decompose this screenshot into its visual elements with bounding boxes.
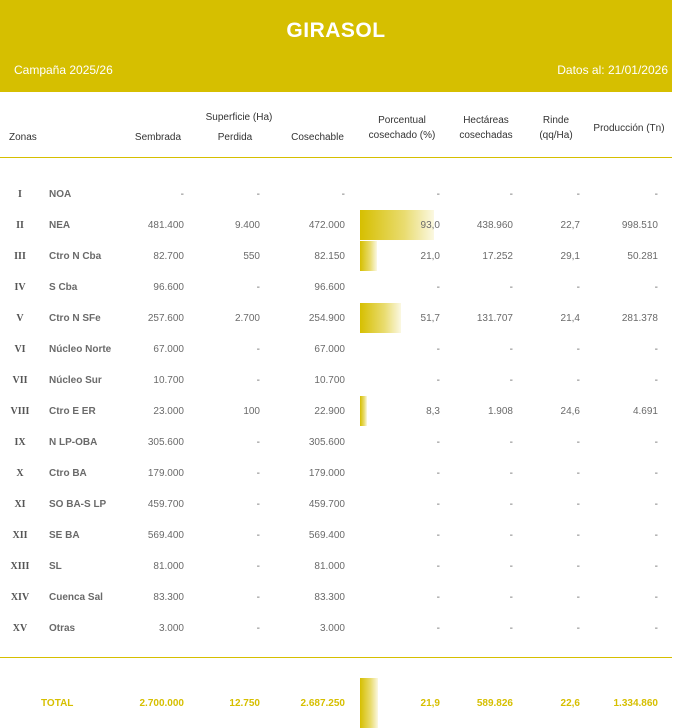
perdida-value: 9.400 (234, 220, 260, 231)
perdida-value: - (256, 530, 260, 541)
porcentual-value: - (436, 468, 440, 479)
total-produccion: 1.334.860 (613, 698, 658, 709)
campaign-label: Campaña 2025/26 (14, 63, 113, 77)
perdida-value: - (256, 561, 260, 572)
zone-name: Ctro E ER (49, 406, 96, 417)
produccion-value: - (654, 189, 658, 200)
porcentual-value: - (436, 189, 440, 200)
sembrada-value: 3.000 (158, 623, 184, 634)
col-rinde-line1: Rinde (542, 115, 570, 126)
zone-name: N LP-OBA (49, 437, 98, 448)
col-rinde (532, 113, 580, 143)
total-porcentual: 21,9 (420, 698, 440, 709)
cosechable-value: 3.000 (319, 623, 345, 634)
perdida-value: - (256, 282, 260, 293)
table-row (0, 334, 672, 365)
cosechable-value: 67.000 (314, 344, 345, 355)
porcentual-value: - (436, 530, 440, 541)
perdida-value: 2.700 (234, 313, 260, 324)
rinde-value: 22,7 (560, 220, 580, 231)
header-banner (0, 0, 672, 92)
hectareas-value: - (509, 623, 513, 634)
rinde-value: - (576, 623, 580, 634)
produccion-value: - (654, 530, 658, 541)
sembrada-value: 305.600 (147, 437, 184, 448)
zone-name: Otras (49, 623, 76, 634)
rinde-value: - (576, 561, 580, 572)
porcentual-value: - (436, 592, 440, 603)
hectareas-value: - (509, 282, 513, 293)
produccion-value: - (654, 375, 658, 386)
perdida-value: - (256, 499, 260, 510)
hectareas-value: - (509, 499, 513, 510)
cosechable-value: 472.000 (308, 220, 345, 231)
col-zonas: Zonas (9, 132, 37, 143)
sembrada-value: 23.000 (153, 406, 184, 417)
hectareas-value: 438.960 (476, 220, 513, 231)
col-superficie: Superficie (Ha) (205, 112, 273, 123)
sembrada-value: 459.700 (147, 499, 184, 510)
produccion-value: - (654, 561, 658, 572)
percent-harvested-bar (360, 241, 377, 271)
row-number: VI (14, 344, 26, 355)
perdida-value: - (256, 592, 260, 603)
cosechable-value: - (341, 189, 345, 200)
sembrada-value: 82.700 (153, 251, 184, 262)
porcentual-value: - (436, 499, 440, 510)
produccion-value: 998.510 (621, 220, 658, 231)
hectareas-value: 17.252 (482, 251, 513, 262)
sembrada-value: 569.400 (147, 530, 184, 541)
cosechable-value: 305.600 (308, 437, 345, 448)
total-rinde: 22,6 (560, 698, 580, 709)
sembrada-value: 67.000 (153, 344, 184, 355)
percent-harvested-bar (360, 396, 367, 426)
porcentual-value: - (436, 437, 440, 448)
zone-name: Núcleo Sur (49, 375, 102, 386)
cosechable-value: 82.150 (314, 251, 345, 262)
porcentual-value: - (436, 375, 440, 386)
row-number: VIII (10, 406, 30, 417)
produccion-value: 281.378 (621, 313, 658, 324)
zone-name: S Cba (49, 282, 78, 293)
table-row (0, 396, 672, 427)
zone-name: Ctro BA (49, 468, 87, 479)
zone-name: NOA (49, 189, 72, 200)
zone-name: Núcleo Norte (49, 344, 112, 355)
hectareas-value: - (509, 592, 513, 603)
hectareas-value: - (509, 530, 513, 541)
porcentual-value: 8,3 (426, 406, 440, 417)
perdida-value: - (256, 437, 260, 448)
rinde-value: - (576, 530, 580, 541)
produccion-value: - (654, 282, 658, 293)
rinde-value: - (576, 499, 580, 510)
zone-name: SE BA (49, 530, 80, 541)
porcentual-value: - (436, 623, 440, 634)
zone-name: SO BA-S LP (49, 499, 107, 510)
sembrada-value: 10.700 (153, 375, 184, 386)
zone-name: SL (49, 561, 62, 572)
col-cosechable: Cosechable (291, 132, 344, 143)
porcentual-value: - (436, 282, 440, 293)
table-row (0, 458, 672, 489)
porcentual-value: 93,0 (420, 220, 440, 231)
hectareas-value: - (509, 375, 513, 386)
header-divider (0, 157, 672, 158)
zone-name: NEA (49, 220, 71, 231)
zone-name: Ctro N Cba (49, 251, 102, 262)
data-date-label: Datos al: 21/01/2026 (557, 63, 668, 77)
cosechable-value: 179.000 (308, 468, 345, 479)
cosechable-value: 10.700 (314, 375, 345, 386)
zone-name: Cuenca Sal (49, 592, 103, 603)
sembrada-value: 81.000 (153, 561, 184, 572)
table-row (0, 365, 672, 396)
perdida-value: - (256, 623, 260, 634)
col-porcentual-line1: Porcentual (378, 115, 426, 126)
total-percent-bar (360, 678, 378, 728)
hectareas-value: - (509, 468, 513, 479)
rinde-value: - (576, 592, 580, 603)
hectareas-value: - (509, 344, 513, 355)
rinde-value: 21,4 (560, 313, 580, 324)
table-row (0, 489, 672, 520)
porcentual-value: - (436, 344, 440, 355)
table-row (0, 427, 672, 458)
rinde-value: 24,6 (560, 406, 580, 417)
hectareas-value: - (509, 437, 513, 448)
col-porcentual (362, 113, 442, 143)
total-row (0, 678, 672, 728)
porcentual-value: - (436, 561, 440, 572)
produccion-value: 4.691 (632, 406, 658, 417)
row-number: XI (14, 499, 26, 510)
rinde-value: 29,1 (560, 251, 580, 262)
row-number: XV (12, 623, 28, 634)
rinde-value: - (576, 437, 580, 448)
cosechable-value: 83.300 (314, 592, 345, 603)
sembrada-value: 96.600 (153, 282, 184, 293)
total-label: TOTAL (41, 698, 74, 709)
page-title: GIRASOL (286, 19, 386, 42)
produccion-value: - (654, 623, 658, 634)
cosechable-value: 459.700 (308, 499, 345, 510)
row-number: XIV (10, 592, 30, 603)
cosechable-value: 96.600 (314, 282, 345, 293)
rinde-value: - (576, 189, 580, 200)
hectareas-value: 1.908 (487, 406, 513, 417)
col-porcentual-line2: cosechado (%) (368, 130, 436, 141)
col-hectareas (450, 113, 522, 143)
porcentual-value: 51,7 (420, 313, 440, 324)
perdida-value: - (256, 344, 260, 355)
table-row (0, 210, 672, 241)
table-row (0, 303, 672, 334)
row-number: IV (14, 282, 26, 293)
total-hectareas: 589.826 (476, 698, 513, 709)
sembrada-value: 481.400 (147, 220, 184, 231)
total-perdida: 12.750 (229, 698, 260, 709)
perdida-value: 550 (243, 251, 260, 262)
col-hectareas-line1: Hectáreas (463, 115, 509, 126)
sembrada-value: 257.600 (147, 313, 184, 324)
hectareas-value: - (509, 561, 513, 572)
row-number: I (18, 189, 22, 200)
produccion-value: - (654, 592, 658, 603)
row-number: IX (14, 437, 26, 448)
row-number: II (16, 220, 24, 231)
row-number: V (16, 313, 24, 324)
cosechable-value: 81.000 (314, 561, 345, 572)
row-number: XII (12, 530, 28, 541)
rinde-value: - (576, 468, 580, 479)
table-row (0, 241, 672, 272)
table-row (0, 272, 672, 303)
row-number: XIII (10, 561, 30, 572)
porcentual-value: 21,0 (420, 251, 440, 262)
col-perdida: Perdida (217, 132, 253, 143)
produccion-value: - (654, 468, 658, 479)
table-row (0, 582, 672, 613)
table-row (0, 179, 672, 210)
table-row (0, 613, 672, 644)
total-divider (0, 657, 672, 658)
row-number: III (14, 251, 26, 262)
col-hectareas-line2: cosechadas (459, 130, 513, 141)
sembrada-value: 83.300 (153, 592, 184, 603)
hectareas-value: 131.707 (476, 313, 513, 324)
rinde-value: - (576, 375, 580, 386)
zone-name: Ctro N SFe (49, 313, 101, 324)
produccion-value: 50.281 (627, 251, 658, 262)
total-sembrada: 2.700.000 (139, 698, 184, 709)
cosechable-value: 254.900 (308, 313, 345, 324)
col-produccion: Producción (Tn) (593, 123, 665, 134)
table-row (0, 520, 672, 551)
hectareas-value: - (509, 189, 513, 200)
produccion-value: - (654, 344, 658, 355)
produccion-value: - (654, 437, 658, 448)
row-number: VII (12, 375, 28, 386)
perdida-value: 100 (243, 406, 260, 417)
col-rinde-line2: (qq/Ha) (539, 130, 573, 141)
row-number: X (16, 468, 24, 479)
col-sembrada: Sembrada (134, 132, 182, 143)
table-row (0, 551, 672, 582)
rinde-value: - (576, 344, 580, 355)
sembrada-value: 179.000 (147, 468, 184, 479)
rinde-value: - (576, 282, 580, 293)
perdida-value: - (256, 189, 260, 200)
sembrada-value: - (180, 189, 184, 200)
cosechable-value: 22.900 (314, 406, 345, 417)
cosechable-value: 569.400 (308, 530, 345, 541)
produccion-value: - (654, 499, 658, 510)
perdida-value: - (256, 375, 260, 386)
perdida-value: - (256, 468, 260, 479)
total-cosechable: 2.687.250 (300, 698, 345, 709)
